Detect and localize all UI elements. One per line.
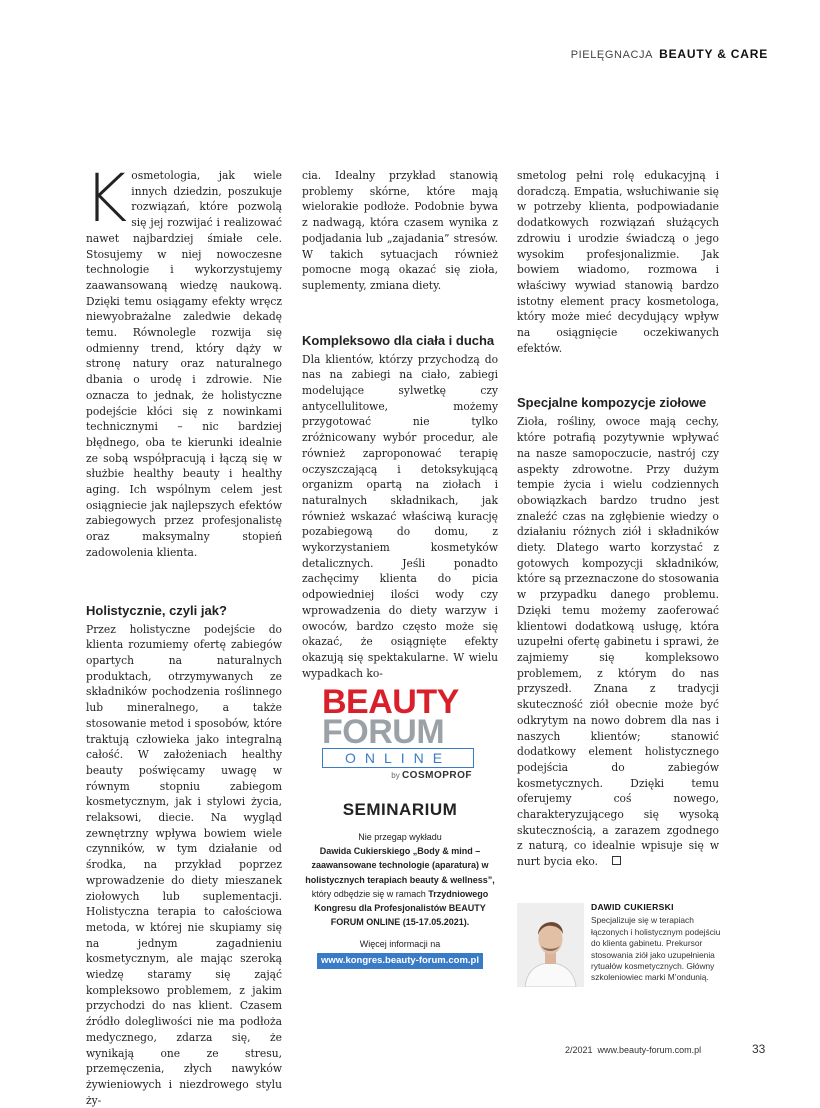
page-number: 33 [752, 1042, 766, 1056]
heading-kompozycje: Specjalne kompozycje ziołowe [517, 395, 707, 411]
seminar-link[interactable]: www.kongres.beauty-forum.com.pl [317, 953, 483, 969]
seminar-speaker: Dawida Cukierskiego „Body & mind – zaawansowane technologie (aparatura) w holistycznych terapiach beauty & wellness”, [305, 846, 495, 885]
issue-number: 2/2021 [565, 1045, 593, 1055]
seminar-title: SEMINARIUM [342, 800, 458, 819]
article-column-3 [517, 168, 719, 870]
paragraph-kompozycje: Zioła, rośliny, owoce mają cechy, które potrafią pozytywnie wpływać na nasze samopoczucie, nastrój czy aspekty zdrowotne. Przy dużym tempie życia i wielu codziennych obowiązkach bardzo trudno jest znaleźć czas na zgłębienie wiedzy o działaniu różnych ziół i składników diety. Dlatego warto korzystać z gotowych kompozycji składników, które są przeznaczone do stosowania w przypadku danego problemu. Dzięki temu możemy zaoferować klientowi dodatkową usługę, która uzupełni ofertę gabinetu i sprawi, że zajmiemy się kompleksowo problemem, z którym do nas przyszedł. Znana z tradycji skuteczność ziół obecnie może być odkrytym na nowo dobrem dla nas i naszych klientów; stanowić dodatkowy element holistycznego podejścia do zabiegów kosmetycznych. Dzięki temu oferujemy coś nowego, charakteryzującego się wysoką skutecznością, a zarazem zgodnego z naturą, co idealnie wpisuje się w nurt bycia eko. [517, 415, 719, 869]
logo-byline: by COSMOPROF [391, 770, 472, 781]
author-info [591, 902, 731, 984]
paragraph-holistycznie: Przez holistyczne podejście do klienta rozumiemy ofertę zabiegów opartych na naturalnych produktach, otrzymywanych ze składników pochodzenia roślinnego lub mineralnego, a także stosowanie metod i sposobów, które traktują człowieka jako integralną całość. W założeniach healthy beauty poświęcamy uwagę w równym stopniu zabiegom kosmetycznym, jak i stylowi życia, relaksowi, diecie. Na wygląd zewnętrzny wpływa bowiem wiele czynników, w tym działanie od środka, na przykład poprzez wprowadzenie do diety mieszanek ziołowych lub suplementacji. Holistyczna terapia to całościowa metoda, w której nie skupiamy się na jednym zagadnieniu kosmetycznym, ale mając szeroką wiedzę staramy się zająć kompleksowo problemem, z jakim przychodzi do nas klient. Czasem źródło dolegliwości nie ma podłoża medycznego, zdarza się, że wynikają one ze stresu, przemęczenia, złych nawyków żywieniowych i niezdrowego stylu ży- [86, 622, 282, 1107]
beauty-forum-online-logo [320, 685, 480, 785]
author-bio: Specjalizuje się w terapiach łączonych i holistycznym podejściu do klienta gabinetu. Prekursor stosowania ziół jako uzupełnienia rytuałów kosmetycznych. Główny szkoleniowiec marki M’ondunią. [591, 915, 721, 983]
drop-cap: K [84, 160, 128, 237]
seminar-box [300, 800, 500, 969]
section-title: BEAUTY & CARE [659, 47, 768, 61]
end-mark-icon [612, 856, 621, 865]
heading-kompleksowo: Kompleksowo dla ciała i ducha [302, 332, 495, 348]
intro-paragraph: Kosmetologia, jak wiele innych dziedzin, poszukuje rozwiązań, które pozwolą się jej rozwijać i realizować nawet najbardziej śmiałe cele. Stosujemy w niej nowoczesne technologie i wykorzystujemy zaawansowaną wiedzę naukową. Dzięki temu osiągamy efekty wręcz niewyobrażalne zaledwie dekadę temu. Równolegle rozwija się odmienny trend, który dąży w stronę natury oraz naturalnego dbania o urodę i zdrowie. Nie oznacza to jednak, że holistyczne podejście kłóci się z nowinkami technicznymi – nic bardziej błędnego, oba te kierunki idealnie ze sobą współpracują i łączą się w służbie healthy beauty i healthy aging. Ich wspólnym celem jest osiągniecie jak najlepszych efektów zabiegowych przez profesjonalistę oraz maksymalny stopień zadowolenia klienta. [84, 160, 282, 559]
author-portrait-icon [517, 903, 584, 987]
paragraph-kompleksowo: Dla klientów, którzy przychodzą do nas na zabiegi na ciało, zabiegi modelujące sylwetkę czy antycellulitowe, możemy przygotować nie tylko zróżnicowany wybór procedur, ale również zaproponować terapię oczyszczającą i detoksykującą organizm opartą na ziołach i naturalnych składnikach, jak również wskazać właściwą kurację pozabiegową do domu, z wykorzystaniem kosmetyków detalicznych. Jeśli ponadto zachęcimy klienta do picia odpowiedniej ilości wody czy wprowadzenia do diety warzyw i owoców, bardzo często może się okazać, że osiągnięte efekty okazują się spektakularne. W wielu wypadkach ko- [302, 352, 498, 680]
logo-forum-text: FORUM [322, 713, 445, 751]
article-column-1 [84, 160, 282, 1108]
paragraph-continued: cia. Idealny przykład stanowią problemy skórne, które mają wielorakie podłoże. Podobnie bywa z nadwagą, która czasem wynika z podjadania lub „zajadania” stresów. W takich sytuacjach również pomocne mogą okazać się zioła, suplementy, zmiana diety. [302, 169, 498, 292]
heading-holistycznie: Holistycznie, czyli jak? [86, 602, 227, 618]
seminar-congress: Trzydniowego Kongresu dla Profesjonalistów BEAUTY FORUM ONLINE (15-17.05.2021). [314, 888, 489, 928]
author-name: DAWID CUKIERSKI [591, 902, 674, 912]
section-label: PIELĘGNACJA [570, 49, 653, 61]
page-header [571, 47, 768, 61]
paragraph-kosmetolog: smetolog pełni rolę edukacyjną i doradczą. Empatia, wsłuchiwanie się w potrzeby klienta, podpowiadanie dodatkowych rozwiązań służących zdrowiu i urodzie świadczą o jego wysokim profesjonalizmie. Jak bowiem wiadomo, rozmowa i właściwy wywiad stanowią bardzo istotny element pracy kosmetologa, który może mieć decydujący wpływ na osiągnięcie oczekiwanych efektów. [517, 169, 719, 355]
page-footer [565, 1045, 701, 1055]
logo-beauty-text: BEAUTY [322, 683, 459, 721]
footer-site: www.beauty-forum.com.pl [597, 1045, 702, 1055]
seminar-text: Nie przegap wykładu Dawida Cukierskiego „Body & mind – zaawansowane technologie (aparatura) w holistycznych terapiach beauty & wellness”, który odbędzie się w ramach Trzydniowego Kongresu dla Profesjonalistów BEAUTY FORUM ONLINE (15-17.05.2021). [305, 832, 495, 928]
article-column-2 [302, 168, 498, 681]
logo-online-text: ONLINE [322, 748, 474, 768]
seminar-more-info: Więcej informacji na [359, 939, 441, 950]
author-photo [517, 903, 584, 987]
